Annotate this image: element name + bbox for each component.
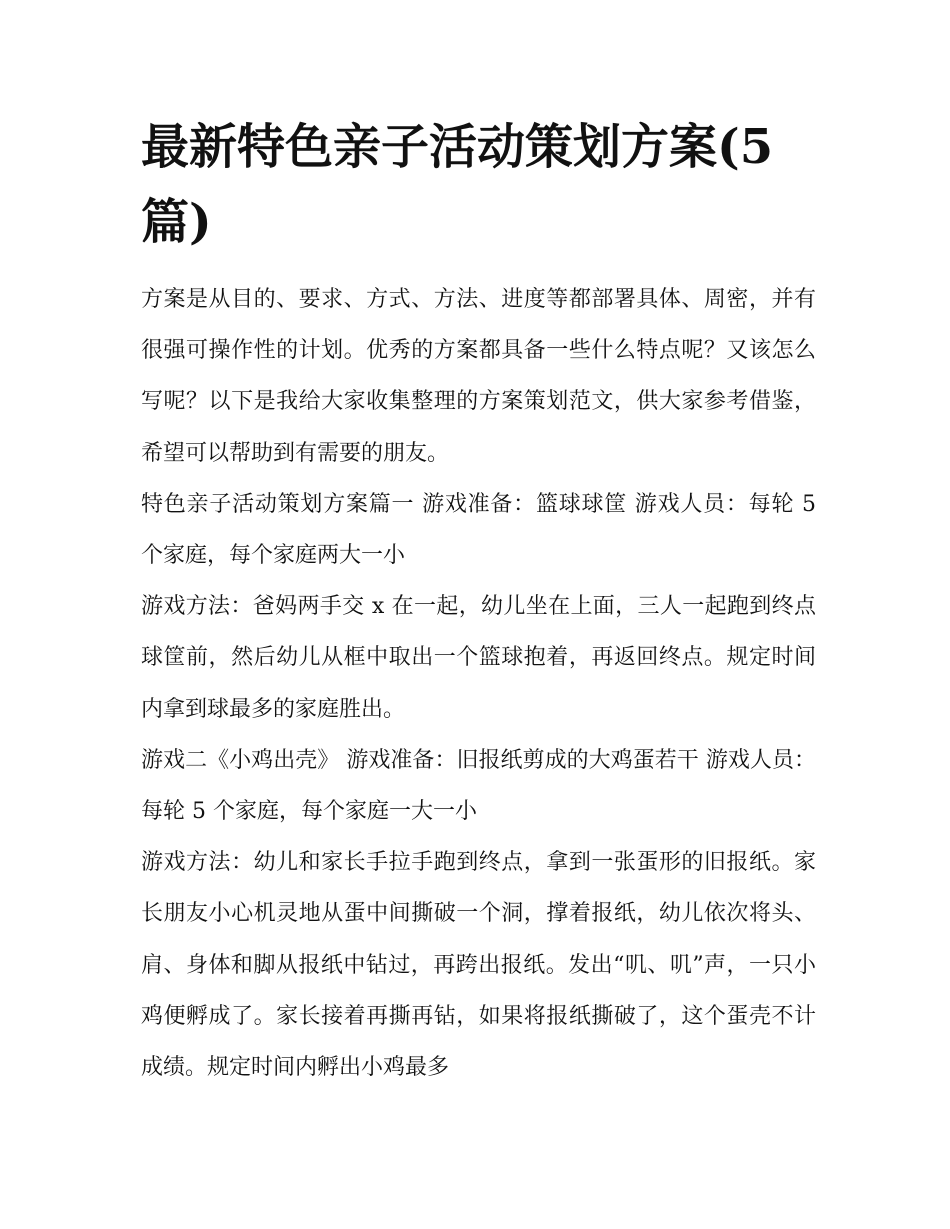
game-one-method-paragraph: 游戏方法：爸妈两手交 x 在一起，幼儿坐在上面，三人一起跑到终点球筐前，然后幼儿从框中取出一个篮球抱着，再返回终点。规定时间内拿到球最多的家庭胜出。 — [141, 594, 816, 722]
document-page — [141, 110, 816, 1093]
game-two-preparation-paragraph: 游戏二《小鸡出壳》 游戏准备：旧报纸剪成的大鸡蛋若干 游戏人员：每轮 5 个家庭，每个家庭一大一小 — [141, 747, 816, 825]
intro-paragraph: 方案是从目的、要求、方式、方法、进度等都部署具体、周密，并有很强可操作性的计划。优秀的方案都具备一些什么特点呢？又该怎么写呢？以下是我给大家收集整理的方案策划范文，供大家参考借鉴，希望可以帮助到有需要的朋友。 — [141, 287, 816, 466]
document-body — [141, 274, 816, 1093]
game-two-method-paragraph: 游戏方法：幼儿和家长手拉手跑到终点，拿到一张蛋形的旧报纸。家长朋友小心机灵地从蛋中间撕破一个洞，撑着报纸，幼儿依次将头、肩、身体和脚从报纸中钻过，再跨出报纸。发出“叽、叽”声，一只小鸡便孵成了。家长接着再撕再钻，如果将报纸撕破了，这个蛋壳不计成绩。规定时间内孵出小鸡最多 — [141, 850, 816, 1081]
game-one-preparation-paragraph: 特色亲子活动策划方案篇一 游戏准备：篮球球筐 游戏人员：每轮 5 个家庭，每个家庭两大一小 — [141, 491, 816, 569]
document-title: 最新特色亲子活动策划方案(5篇) — [141, 119, 774, 250]
